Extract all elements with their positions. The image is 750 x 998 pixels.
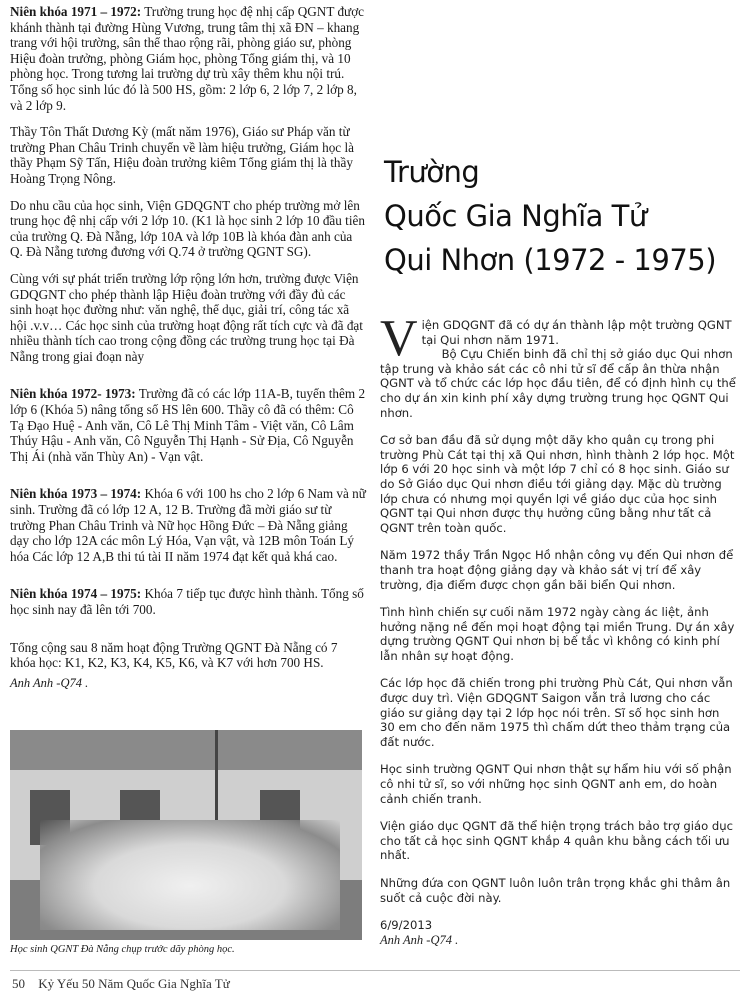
paragraph: Cơ sở ban đầu đã sử dụng một dãy kho quân cụ trong phi trường Phù Cát tại thị xã Qui nhơn, hình thành 2 lớp học. Một lớp 6 với 20 học sinh và một lớp 7 chỉ có 8 học sinh. Giáo sư do Sở Giáo dục Qui nhơn điều tới giảng dạy. Mặc dù trường lớp chưa có nhưng mọi quyền lợi về giáo dục của học sinh QGNT tại Qui nhơn được thụ hưởng cũng bằng như tất cả QGNT trên toàn quốc. [380, 433, 735, 535]
paragraph: Cùng với sự phát triển trường lớp rộng lớn hơn, trường được Viện GDQGNT cho phép thành lập Hiệu đoàn trường với đầy đủ các sinh hoạt học đường như: văn nghệ, thể dục, giải trí, công tác xã hội .v.v… Các học sinh của trường hoạt động rất tích cực và đã đạt nhiều thành tích cao trong cộng đồng các trường trung học tại Đà Nẵng trong giai đoạn này [10, 270, 363, 364]
paragraph: Tình hình chiến sự cuối năm 1972 ngày càng ác liệt, ảnh hưởng nặng nề đến mọi hoạt động tại miền Trung. Dự án xây dựng trường QGNT Qui nhơn bị bế tắc vì không có kinh phí lẫn nhân sự hoạt động. [380, 605, 735, 663]
paragraph-text: Trường đã có các lớp 11A-B, tuyển thêm 2 lớp 6 (Khóa 5) nâng tổng số HS lên 600. Thầy cô đã có thêm: Cô Tạ Đạo Huệ - Anh văn, Cô Lê Thị Minh Tâm - Việt văn, Cô Lâm Thúy Hậu - Anh văn, Cô Nguyễn Thị Hạnh - Sử Địa, Cô Nguyễn Thị Ái (nhà văn Thùy An) - Vạn vật. [10, 386, 366, 464]
right-column [380, 310, 736, 960]
author-signature: Anh Anh -Q74 . [380, 932, 459, 947]
paragraph: Các lớp học đã chiến trong phi trường Phù Cát, Qui nhơn vẫn được duy trì. Viện GDQGNT Saigon vẫn trả lương cho các giáo sư giảng dạy tại 2 lớp học nói trên. Sĩ số học sinh hơn 30 em cho đến năm 1975 thì chấm dứt theo thảm trạng của đất nước. [380, 676, 733, 749]
page-number: 50 [12, 976, 25, 991]
drop-cap: V [380, 310, 418, 367]
article-title [384, 150, 724, 282]
paragraph-text: iện GDQGNT đã có dự án thành lập một trường QGNT tại Qui nhơn năm 1971. [421, 318, 732, 347]
paragraph: Thầy Tôn Thất Dương Kỳ (mất năm 1976), Giáo sư Pháp văn từ trường Phan Châu Trinh chuyển về làm hiệu trưởng, Giám học là thầy Phạm Sỹ Tấn, Hiệu đoàn trưởng kiêm Tổng giám thị là thầy Hoàng Trọng Nông. [10, 124, 354, 186]
paragraph: Do nhu cầu của học sinh, Viện GDQGNT cho phép trường mở lên trung học đệ nhị cấp với 2 lớp 10. (K1 là học sinh 2 lớp 10 đầu tiên của trường Q. Đà Nẵng, lớp 10A và lớp 10B là khóa đàn anh của Q. Đà Nẵng tương đương với Q.74 ở trường QGNT SG). [10, 197, 365, 260]
paragraph-text: Trường trung học đệ nhị cấp QGNT được khánh thành tại đường Hùng Vương, trung tâm thị xã ĐN – khang trang với hội trường, sân thể thao rộng rãi, phòng giáo sư, phòng Hiệu đoàn trưởng, phòng Giám học, phòng Tổng giám thị, và 10 phòng học. Trong tương lai trường dự trù xây thêm khu nội trú. Tổng số học sinh lúc đó là 500 HS, gồm: 2 lớp 6, 2 lớp 7, 2 lớp 8, và 2 lớp 9. [10, 4, 365, 113]
book-title: Kỷ Yếu 50 Năm Quốc Gia Nghĩa Tử [38, 976, 230, 991]
footer-divider [10, 970, 740, 971]
paragraph [10, 586, 366, 617]
school-year-label: Niên khóa 1971 – 1972: [10, 4, 142, 19]
photo-caption: Học sinh QGNT Đà Nẵng chụp trước dãy phòng học. [10, 944, 235, 955]
paragraph: Học sinh trường QGNT Qui nhơn thật sự hẩm hiu với số phận cô nhi tử sĩ, so với những học sinh QGNT anh em, do hoàn cảnh chiến tranh. [380, 762, 732, 806]
paragraph [10, 386, 366, 464]
photo-roof [10, 730, 362, 770]
paragraph: Năm 1972 thầy Trần Ngọc Hồ nhận công vụ đến Qui nhơn để thanh tra hoạt động giảng dạy và khảo sát vị trí để xây trường, địa điểm được chọn gần bãi biển Qui nhơn. [380, 548, 734, 592]
school-year-label: Niên khóa 1973 – 1974: [10, 486, 142, 502]
title-line: Trường [384, 155, 480, 189]
paragraph [10, 486, 366, 564]
paragraph: Những đứa con QGNT luôn luôn trân trọng khắc ghi thâm ân suốt cả cuộc đời này. [380, 876, 731, 905]
paragraph: Viện giáo dục QGNT đã thể hiện trọng trách bảo trợ giáo dục cho tất cả học sinh QGNT khắp 4 quân khu bằng cách tối ưu nhất. [380, 819, 733, 863]
left-column [10, 4, 366, 702]
page-footer [12, 976, 230, 992]
paragraph [10, 4, 366, 113]
paragraph [380, 310, 736, 420]
photo-students [40, 820, 340, 930]
school-year-label: Niên khóa 1972- 1973: [10, 386, 136, 402]
paragraph-text: Khóa 6 với 100 hs cho 2 lớp 6 Nam và nữ sinh. Trường đã có lớp 12 A, 12 B. Trường đã mời giáo sư từ trường Phan Châu Trinh và Nữ học Hồng Đức – Đà Nẵng giảng dạy cho lớp 12A các môn Lý Hóa, Vạn vật, và 12B môn Toán Lý hóa Các lớp 12 A,B thi tú tài II năm 1974 đạt kết quả khá cao. [10, 486, 366, 564]
school-year-label: Niên khóa 1974 – 1975: [10, 586, 142, 602]
paragraph: Tổng cộng sau 8 năm hoạt động Trường QGNT Đà Nẵng có 7 khóa học: K1, K2, K3, K4, K5, K6, và K7 với hơn 700 HS. [10, 639, 338, 671]
title-line: Quốc Gia Nghĩa Tử [384, 199, 647, 233]
title-line: Qui Nhơn (1972 - 1975) [384, 243, 717, 277]
author-signature: Anh Anh -Q74 . [10, 675, 89, 690]
article-date: 6/9/2013 [380, 918, 433, 933]
paragraph-text: Khóa 7 tiếp tục được hình thành. Tổng số học sinh nay đã lên tới 700. [10, 586, 364, 617]
paragraph-text: Bộ Cựu Chiến binh đã chỉ thị sở giáo dục Qui nhơn tập trung và khảo sát các cô nhi tử sĩ để cấp ân thừa nhận QGNT và tổ chức các lớp học đầu tiên, để có định hình cụ thể cho dự án xin kinh phí xây dựng trường trung học QGNT Qui nhơn. [380, 347, 736, 420]
group-photo [10, 730, 362, 940]
